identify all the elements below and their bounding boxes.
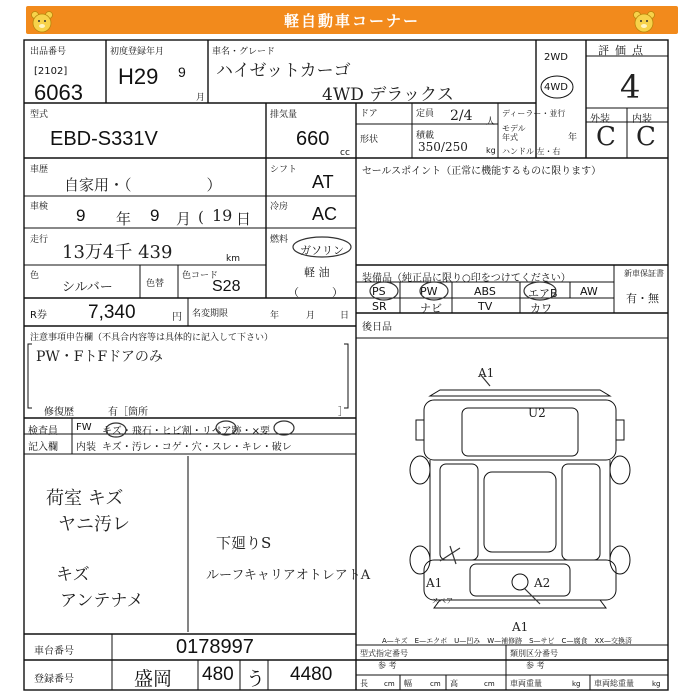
meigi-day: 日 [340,311,350,321]
hand-note-3: キズ [56,565,90,585]
inspector-label-2: 記入欄 [28,442,58,453]
rating-label: 評価点 [598,44,649,57]
reg-field-a: 型式指定番号 [360,649,408,658]
model-code-label: 型式 [30,110,49,120]
reg-field-b2: 参 考 [526,661,545,670]
lot-label: 出品番号 [30,47,67,57]
color-label: 色 [30,271,40,281]
color-code: S28 [212,278,241,295]
mark-2: U2 [528,406,546,420]
repair-close: ］ [338,407,348,418]
hand-note-5: 下廻りS [216,534,272,552]
meigi-year: 年 [270,311,280,321]
first-reg-month-unit: 月 [196,93,206,103]
model-year-label: モデル年式 [502,124,526,142]
notes-text: PW・FトFドアのみ [36,349,163,365]
color-no-label: 色替 [146,279,165,289]
rating-int: C [636,122,656,152]
rating-int-label: 内装 [632,114,652,125]
repair-value: 有［箇所 [108,407,148,418]
sales-point-label: セールスポイント（正常に機能するものに限ります） [362,166,602,177]
reg-field-g-unit: kg [652,680,661,688]
model-year-unit: 年 [568,133,578,143]
fuel-gas-circle [290,234,354,260]
inspection-day: 19 [212,206,233,225]
reg-field-f-unit: kg [572,680,581,688]
recycle-value: 7,340 [88,302,136,323]
model-grade: 4WD デラックス [322,85,454,105]
equipment-label: 装備品（純正品に限り○印をつけてください） [362,273,571,284]
lot-sub: [2102] [34,66,68,77]
reg-field-g: 車両総重量 [594,679,634,688]
reg-field-e: 高 [450,679,458,688]
drive-4wd-circle [538,74,576,100]
dealer-label: ディーラー・並行 [502,109,566,118]
equip-pw: PW [420,285,438,298]
reg-field-e-unit: cm [484,680,495,688]
warranty-value: 有・無 [626,292,659,305]
mark-1: A1 [478,366,495,380]
capacity-value: 2/4 [450,108,473,124]
inspection-label: 車検 [30,202,49,212]
load-unit: kg [486,146,496,155]
equip-abs: ABS [474,285,496,298]
inspection-month: 9 [150,206,160,225]
hand-note-6: ルーフキャリアオトレアトA [206,568,371,583]
plate-class: 480 [202,664,234,685]
rating-ext: C [596,122,616,152]
first-reg-year: H29 [118,64,159,89]
reg-field-c-unit: cm [384,680,395,688]
equip-airbag: エアB [528,287,558,300]
first-reg-month: 9 [178,64,186,80]
mark-3: A1 [426,576,443,590]
inspector-row2: キズ・汚レ・コゲ・穴・スレ・キレ・破レ [102,442,292,453]
fuel-gas: ガソリン [300,244,344,257]
displacement-value: 660 [296,128,330,150]
load-value: 350/250 [418,140,468,154]
reg-field-c: 長 [360,679,368,688]
aftermarket-label: 後日品 [362,322,392,333]
inspector-label: 検査員 [28,426,58,437]
color-code-label: 色コード [182,271,219,281]
inspector-row2-head: 内装 [76,442,96,453]
chassis-value: 0178997 [176,636,254,658]
repair-label: 修復歴 [44,407,74,418]
plate-city: 盛岡 [134,669,173,690]
mileage-label: 走行 [30,235,49,245]
hand-note-4: アンテナメ [60,591,144,611]
reg-field-f: 車両重量 [510,679,542,688]
notes-label: 注意事項申告欄（不具合内容等は具体的に記入して下さい） [30,333,274,343]
color-value: シルバー [62,280,113,295]
inspector-row1: キズ・飛石・ヒビ割・リペア跡・×要 [102,426,270,437]
recycle-unit: 円 [172,312,182,323]
equip-sr: SR [372,300,387,313]
header-title: 軽自動車コーナー [283,12,420,30]
reg-field-b: 類別区分番号 [510,649,558,658]
rating-score: 4 [620,68,641,106]
history-value: 自家用・（ ） [64,176,222,194]
shift-value: AT [312,172,334,192]
equip-tv: TV [478,300,493,313]
aircon-value: AC [312,204,338,224]
fuel-label: 燃料 [270,235,289,245]
mark-5: A1 [512,620,529,634]
drive-2wd: 2WD [544,52,568,63]
warranty-label: 新車保証書 [624,269,664,278]
inspection-paren-open: ( [198,208,204,226]
hand-divider [186,456,190,632]
shift-label: シフト [270,165,298,175]
capacity-unit: 人 [486,117,496,127]
inspection-year: 9 [76,206,86,225]
mileage-unit: km [226,254,240,264]
equipment-circles [362,278,572,302]
inspection-day-unit: 日 [236,210,252,228]
plate-num: 4480 [290,664,333,685]
history-label: 車歴 [30,165,49,175]
equip-aw: AW [580,285,598,298]
plate-kana: う [246,669,266,690]
plate-label: 登録番号 [34,674,74,685]
mark-spare: スペア [432,597,453,605]
rating-ext-label: 外装 [590,114,610,125]
capacity-label: 定員 [416,109,435,119]
inspector-circles [98,414,298,454]
handle-label: ハンドル 左・右 [502,147,561,156]
meigi-label: 名変期限 [192,309,229,319]
model-name-value: ハイゼットカーゴ [216,61,351,81]
inspection-year-unit: 年 [116,210,132,228]
load-label: 積載 [416,131,435,141]
reg-field-d: 幅 [404,679,412,688]
reg-field-d-unit: cm [430,680,441,688]
inspector-row1-head: FW [76,422,92,433]
shape-label: 形状 [360,135,379,145]
reg-field-a2: 参 考 [378,661,397,670]
hand-note-2: ヤニ汚レ [58,514,130,535]
displacement-label: 排気量 [270,110,298,120]
aircon-label: 冷房 [270,202,289,212]
chassis-label: 車台番号 [34,646,74,657]
mileage-value: 13万4千 439 [62,242,173,263]
displacement-unit: cc [340,148,350,158]
fuel-diesel: 軽 油 [304,266,330,279]
inspection-month-unit: 月 [176,210,192,228]
first-reg-label: 初度登録年月 [110,47,165,57]
model-name-label: 車名・グレード [212,47,276,57]
model-code-value: EBD-S331V [50,128,158,150]
doors-label: ドア [360,109,378,119]
equip-ps: PS [372,285,386,298]
damage-legend: A—キズ E—エクボ U—凹み W—補修跡 S—サビ C—腐食 XX—交換済 [382,637,633,645]
fuel-paren: （ ） [288,286,343,299]
lot-number: 6063 [34,80,83,105]
hand-note-1: 荷室 キズ [46,488,124,509]
equip-navi: ナビ [420,302,442,315]
equip-leather: カワ [530,302,552,315]
meigi-month: 月 [306,311,316,321]
mark-4: A2 [534,576,551,590]
drive-4wd: 4WD [544,82,568,93]
recycle-label: R券 [30,310,47,321]
